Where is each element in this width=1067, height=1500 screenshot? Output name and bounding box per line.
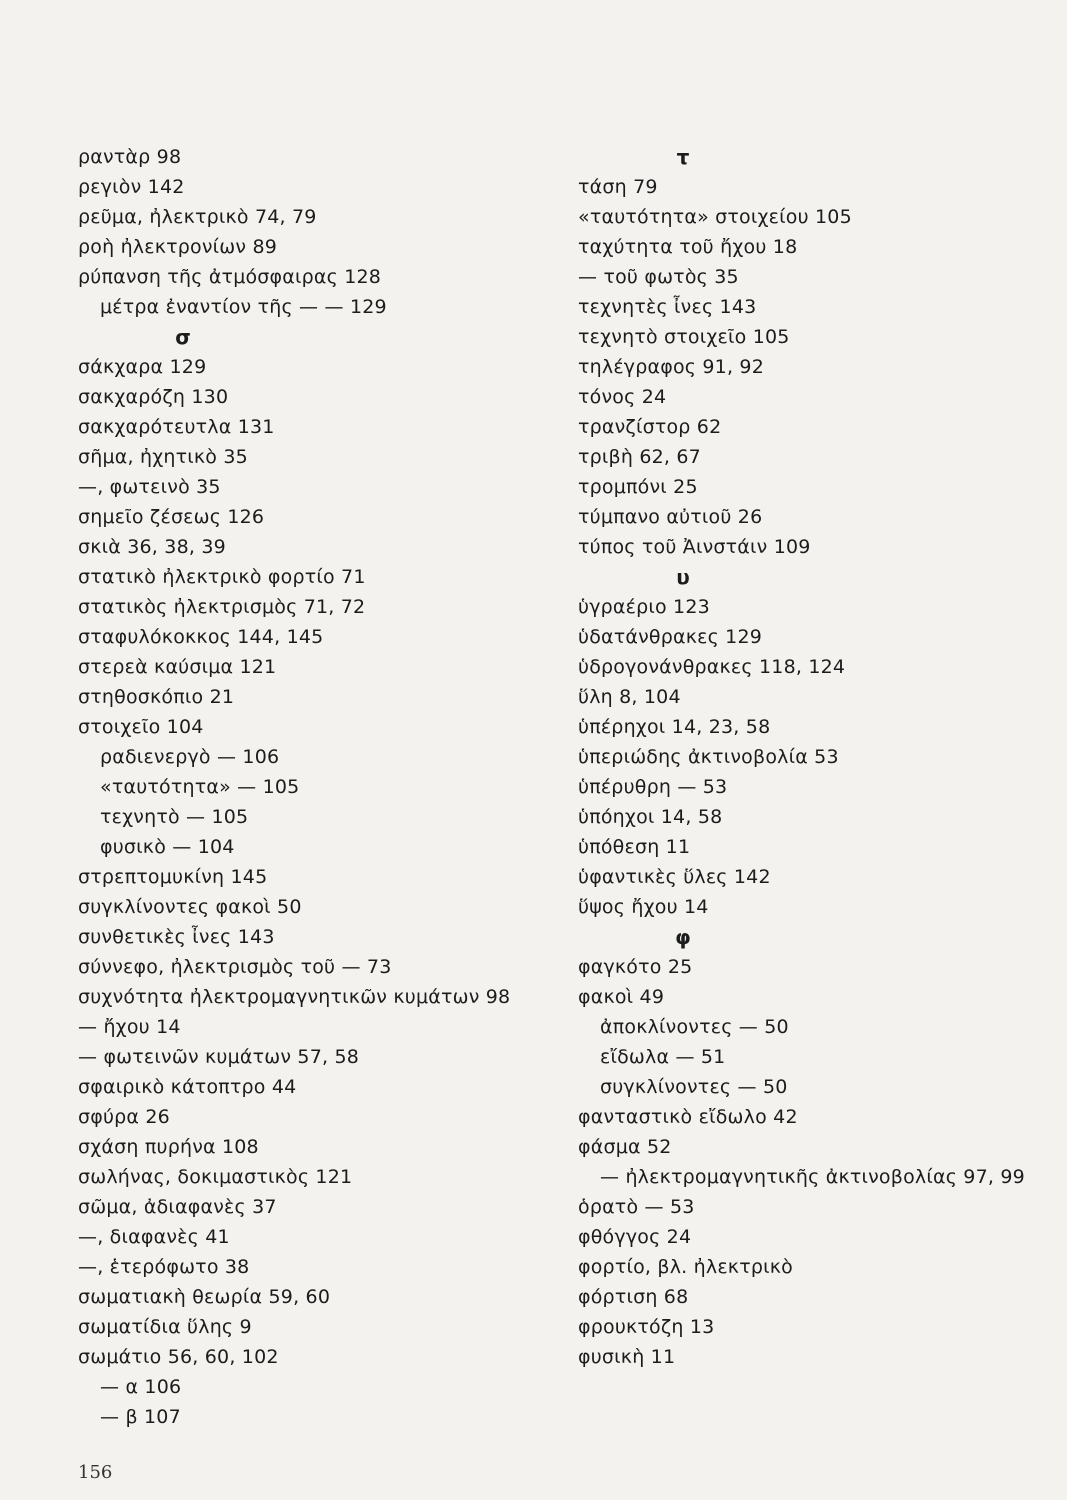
index-entry: στατικὸς ἠλεκτρισμὸς 71, 72 [78,596,366,618]
index-entry: ροὴ ἠλεκτρονίων 89 [78,236,278,258]
index-entry: —, φωτεινὸ 35 [78,476,221,498]
index-entry: σφαιρικὸ κάτοπτρο 44 [78,1076,297,1098]
index-entry: τεχνητὲς ἶνες 143 [578,296,757,318]
index-entry: ρεγιὸν 142 [78,176,185,198]
index-entry: φαγκότο 25 [578,956,693,978]
index-subentry: μέτρα ἐναντίον τῆς — — 129 [100,296,387,318]
index-entry: ὑφαντικὲς ὕλες 142 [578,866,771,888]
index-entry: — ἤχου 14 [78,1016,181,1038]
index-entry: ὑπέρηχοι 14, 23, 58 [578,716,771,738]
index-entry: σωματιακὴ θεωρία 59, 60 [78,1286,331,1308]
index-entry: σχάση πυρήνα 108 [78,1136,259,1158]
index-entry: τρομπόνι 25 [578,476,698,498]
index-entry: τύπος τοῦ Ἀινστάιν 109 [578,536,811,558]
index-entry: φανταστικὸ εἴδωλο 42 [578,1106,798,1128]
index-entry: ὑγραέριο 123 [578,596,710,618]
index-entry: ὕλη 8, 104 [578,686,681,708]
index-subentry: — β 107 [100,1406,181,1428]
index-entry: σωματίδια ὕλης 9 [78,1316,252,1338]
index-entry: —, διαφανὲς 41 [78,1226,230,1248]
index-entry: ταχύτητα τοῦ ἤχου 18 [578,236,798,258]
index-entry: τάση 79 [578,176,658,198]
index-entry: ραντὰρ 98 [78,146,182,168]
index-letter-heading: φ [675,925,691,949]
index-entry: ὑδρογονάνθρακες 118, 124 [578,656,846,678]
index-entry: σύννεφο, ἠλεκτρισμὸς τοῦ — 73 [78,956,392,978]
index-entry: συνθετικὲς ἶνες 143 [78,926,275,948]
index-subentry: ραδιενεργὸ — 106 [100,746,280,768]
index-entry: — φωτεινῶν κυμάτων 57, 58 [78,1046,360,1068]
index-entry: —, ἑτερόφωτο 38 [78,1256,250,1278]
index-subentry: τεχνητὸ — 105 [100,806,249,828]
index-entry: σκιὰ 36, 38, 39 [78,536,226,558]
index-entry: ὑδατάνθρακες 129 [578,626,763,648]
index-entry: σακχαρόζη 130 [78,386,229,408]
index-entry: στερεὰ καύσιμα 121 [78,656,277,678]
index-entry: φυσικὴ 11 [578,1346,676,1368]
index-entry: ρεῦμα, ἠλεκτρικὸ 74, 79 [78,206,317,228]
index-subentry: εἴδωλα — 51 [600,1046,726,1068]
index-subentry: — ἠλεκτρομαγνητικῆς ἀκτινοβολίας 97, 99 [600,1166,1025,1188]
index-entry: ὁρατὸ — 53 [578,1196,695,1218]
index-entry: φθόγγος 24 [578,1226,692,1248]
index-entry: φάσμα 52 [578,1136,672,1158]
index-entry: φορτίο, βλ. ἠλεκτρικὸ [578,1256,793,1278]
index-subentry: «ταυτότητα» — 105 [100,776,300,798]
index-entry: φρουκτόζη 13 [578,1316,715,1338]
index-entry: στοιχεῖο 104 [78,716,204,738]
index-letter-heading: τ [676,145,690,169]
index-entry: ρύπανση τῆς ἀτμόσφαιρας 128 [78,266,382,288]
index-entry: φόρτιση 68 [578,1286,689,1308]
index-entry: συγκλίνοντες φακοὶ 50 [78,896,302,918]
index-letter-heading: υ [676,565,690,589]
index-column-left [78,142,548,1432]
index-entry: — τοῦ φωτὸς 35 [578,266,739,288]
index-subentry: ἀποκλίνοντες — 50 [600,1016,789,1038]
index-entry: ὑπόθεση 11 [578,836,691,858]
index-letter-heading: σ [175,325,191,349]
index-entry: τρανζίστορ 62 [578,416,722,438]
index-subentry: — α 106 [100,1376,182,1398]
index-entry: ὑπεριώδης ἀκτινοβολία 53 [578,746,839,768]
page-number: 156 [78,1462,113,1483]
index-entry: σάκχαρα 129 [78,356,207,378]
index-entry: στατικὸ ἠλεκτρικὸ φορτίο 71 [78,566,366,588]
index-entry: στρεπτομυκίνη 145 [78,866,268,888]
index-entry: «ταυτότητα» στοιχείου 105 [578,206,852,228]
index-entry: σωλήνας, δοκιμαστικὸς 121 [78,1166,353,1188]
index-entry: τηλέγραφος 91, 92 [578,356,765,378]
index-entry: σῶμα, ἀδιαφανὲς 37 [78,1196,277,1218]
index-entry: ὕψος ἤχου 14 [578,896,709,918]
index-entry: συχνότητα ἠλεκτρομαγνητικῶν κυμάτων 98 [78,986,511,1008]
index-entry: σημεῖο ζέσεως 126 [78,506,265,528]
index-subentry: συγκλίνοντες — 50 [600,1076,788,1098]
index-entry: σωμάτιο 56, 60, 102 [78,1346,279,1368]
index-entry: στηθοσκόπιο 21 [78,686,235,708]
index-entry: σακχαρότευτλα 131 [78,416,275,438]
index-subentry: φυσικὸ — 104 [100,836,235,858]
index-entry: τύμπανο αὐτιοῦ 26 [578,506,763,528]
index-entry: σῆμα, ἠχητικὸ 35 [78,446,248,468]
index-entry: σταφυλόκοκκος 144, 145 [78,626,324,648]
index-entry: τεχνητὸ στοιχεῖο 105 [578,326,790,348]
index-entry: σφύρα 26 [78,1106,170,1128]
index-entry: φακοὶ 49 [578,986,665,1008]
index-column-right [578,142,1048,1372]
index-entry: ὑπόηχοι 14, 58 [578,806,723,828]
index-entry: τόνος 24 [578,386,667,408]
index-entry: τριβὴ 62, 67 [578,446,701,468]
index-entry: ὑπέρυθρη — 53 [578,776,728,798]
